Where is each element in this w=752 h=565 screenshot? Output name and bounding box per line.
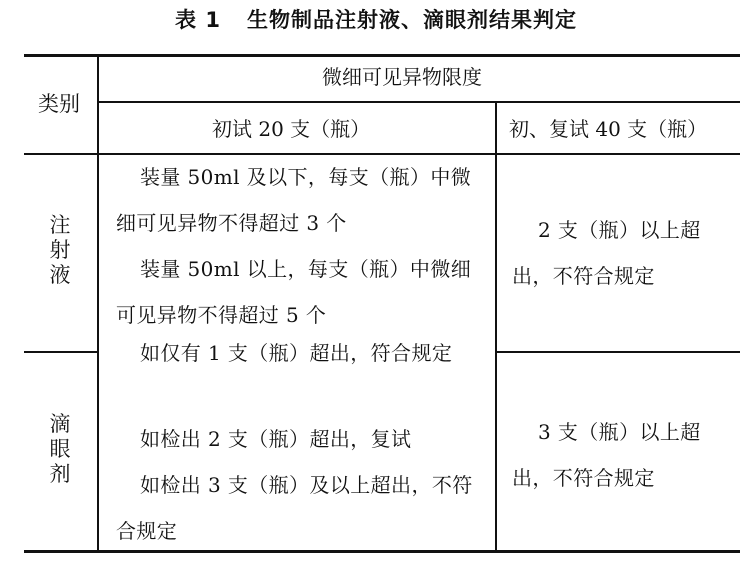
header-col-initial: 初试 20 支（瓶） (212, 117, 371, 141)
header-group: 微细可见异物限度 (322, 65, 482, 89)
table-number: 表 1 (175, 8, 221, 32)
injection-retest-result: 2 支（瓶）以上超出，不符合规定 (512, 218, 701, 288)
row-divider-right (496, 351, 740, 353)
row-category-injection: 注射液 (49, 213, 71, 287)
header-col-retest: 初、复试 40 支（瓶） (509, 117, 708, 141)
row-divider-left (24, 351, 97, 353)
injection-rule-1: 装量 50ml 及以下，每支（瓶）中微细可见异物不得超过 3 个 (116, 165, 472, 235)
table-caption (0, 4, 752, 34)
result-column-divider (495, 102, 497, 551)
category-column-divider (97, 55, 99, 551)
eyedrops-rule-2: 如检出 2 支（瓶）超出，复试 (140, 427, 412, 451)
eyedrops-retest-result: 3 支（瓶）以上超出，不符合规定 (512, 420, 701, 490)
header-category: 类别 (38, 92, 80, 116)
row-category-eyedrops: 滴眼剂 (49, 412, 71, 486)
injection-rule-2: 装量 50ml 以上，每支（瓶）中微细可见异物不得超过 5 个 (116, 257, 472, 327)
table-title: 生物制品注射液、滴眼剂结果判定 (246, 8, 577, 32)
eyedrops-rule-3: 如检出 3 支（瓶）及以上超出，不符合规定 (116, 473, 473, 543)
eyedrops-rule-1: 如仅有 1 支（瓶）超出，符合规定 (140, 341, 453, 365)
group-header-divider (97, 101, 740, 103)
top-rule (24, 54, 740, 57)
